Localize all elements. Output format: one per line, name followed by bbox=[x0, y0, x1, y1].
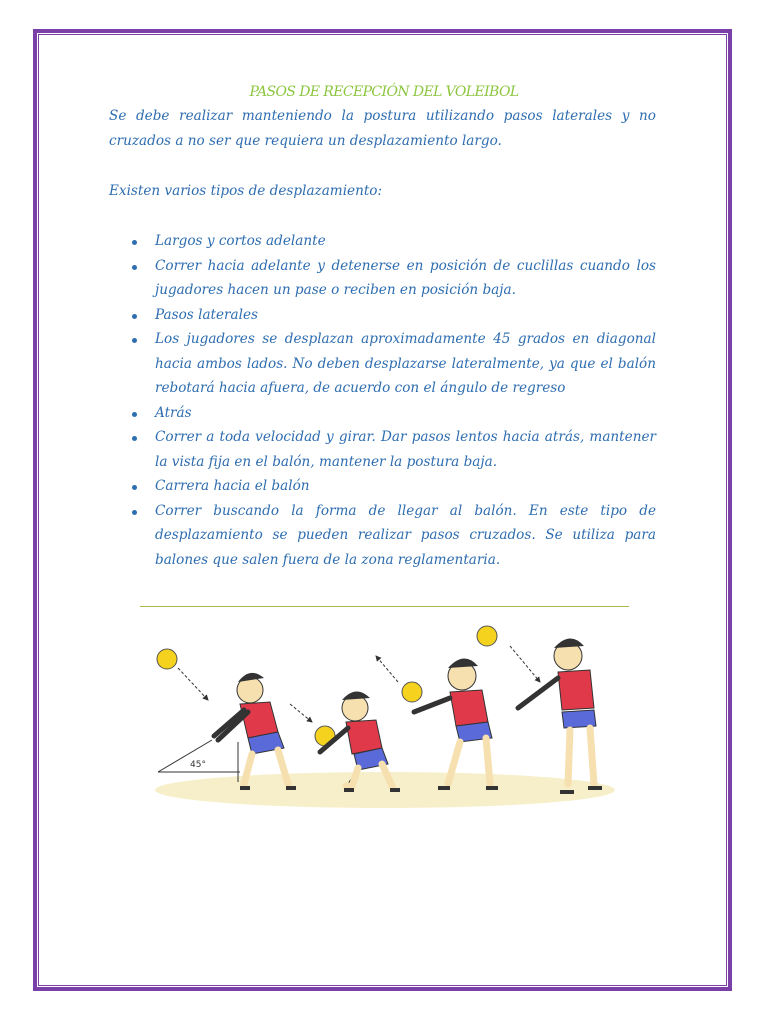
ball-icon bbox=[402, 682, 422, 702]
intro-paragraph: Se debe realizar manteniendo la postura utilizando pasos laterales y no cruzados a no ser que requiera un desplazamiento largo. bbox=[109, 108, 656, 149]
list-item: Largos y cortos adelante bbox=[109, 229, 656, 254]
list-item: Carrera hacia el balón bbox=[109, 474, 656, 499]
trajectory-arrow bbox=[376, 656, 398, 682]
horizontal-rule bbox=[140, 606, 629, 607]
trajectory-arrow bbox=[290, 704, 312, 722]
player-figure bbox=[414, 658, 498, 788]
trajectory-arrow bbox=[178, 668, 208, 700]
list-item: Correr buscando la forma de llegar al balón. En este tipo de desplazamiento se pueden realizar pasos cruzados. Se utiliza para balones que salen fuera de la zona reglamentaria. bbox=[109, 499, 656, 573]
volleyball-reception-illustration bbox=[150, 612, 620, 812]
list-item: Correr hacia adelante y detenerse en posición de cuclillas cuando los jugadores hacen un pase o reciben en posición baja. bbox=[109, 254, 656, 303]
player-figure bbox=[518, 638, 602, 792]
lead-paragraph: Existen varios tipos de desplazamiento: bbox=[109, 183, 383, 199]
bullet-list bbox=[109, 229, 656, 572]
list-item: Los jugadores se desplazan aproximadamente 45 grados en diagonal hacia ambos lados. No deben desplazarse lateralmente, ya que el balón rebotará hacia afuera, de acuerdo con el ángulo de regreso bbox=[109, 327, 656, 401]
ball-icon bbox=[477, 626, 497, 646]
list-item: Atrás bbox=[109, 401, 656, 426]
player-figure bbox=[214, 673, 296, 788]
list-item: Pasos laterales bbox=[109, 303, 656, 328]
trajectory-arrow bbox=[510, 646, 540, 682]
angle-label: 45° bbox=[190, 760, 206, 770]
list-item: Correr a toda velocidad y girar. Dar pasos lentos hacia atrás, mantener la vista fija en el balón, mantener la postura baja. bbox=[109, 425, 656, 474]
document-title: PASOS DE RECEPCIÓN DEL VOLEIBOL bbox=[249, 84, 519, 100]
ball-icon bbox=[157, 649, 177, 669]
